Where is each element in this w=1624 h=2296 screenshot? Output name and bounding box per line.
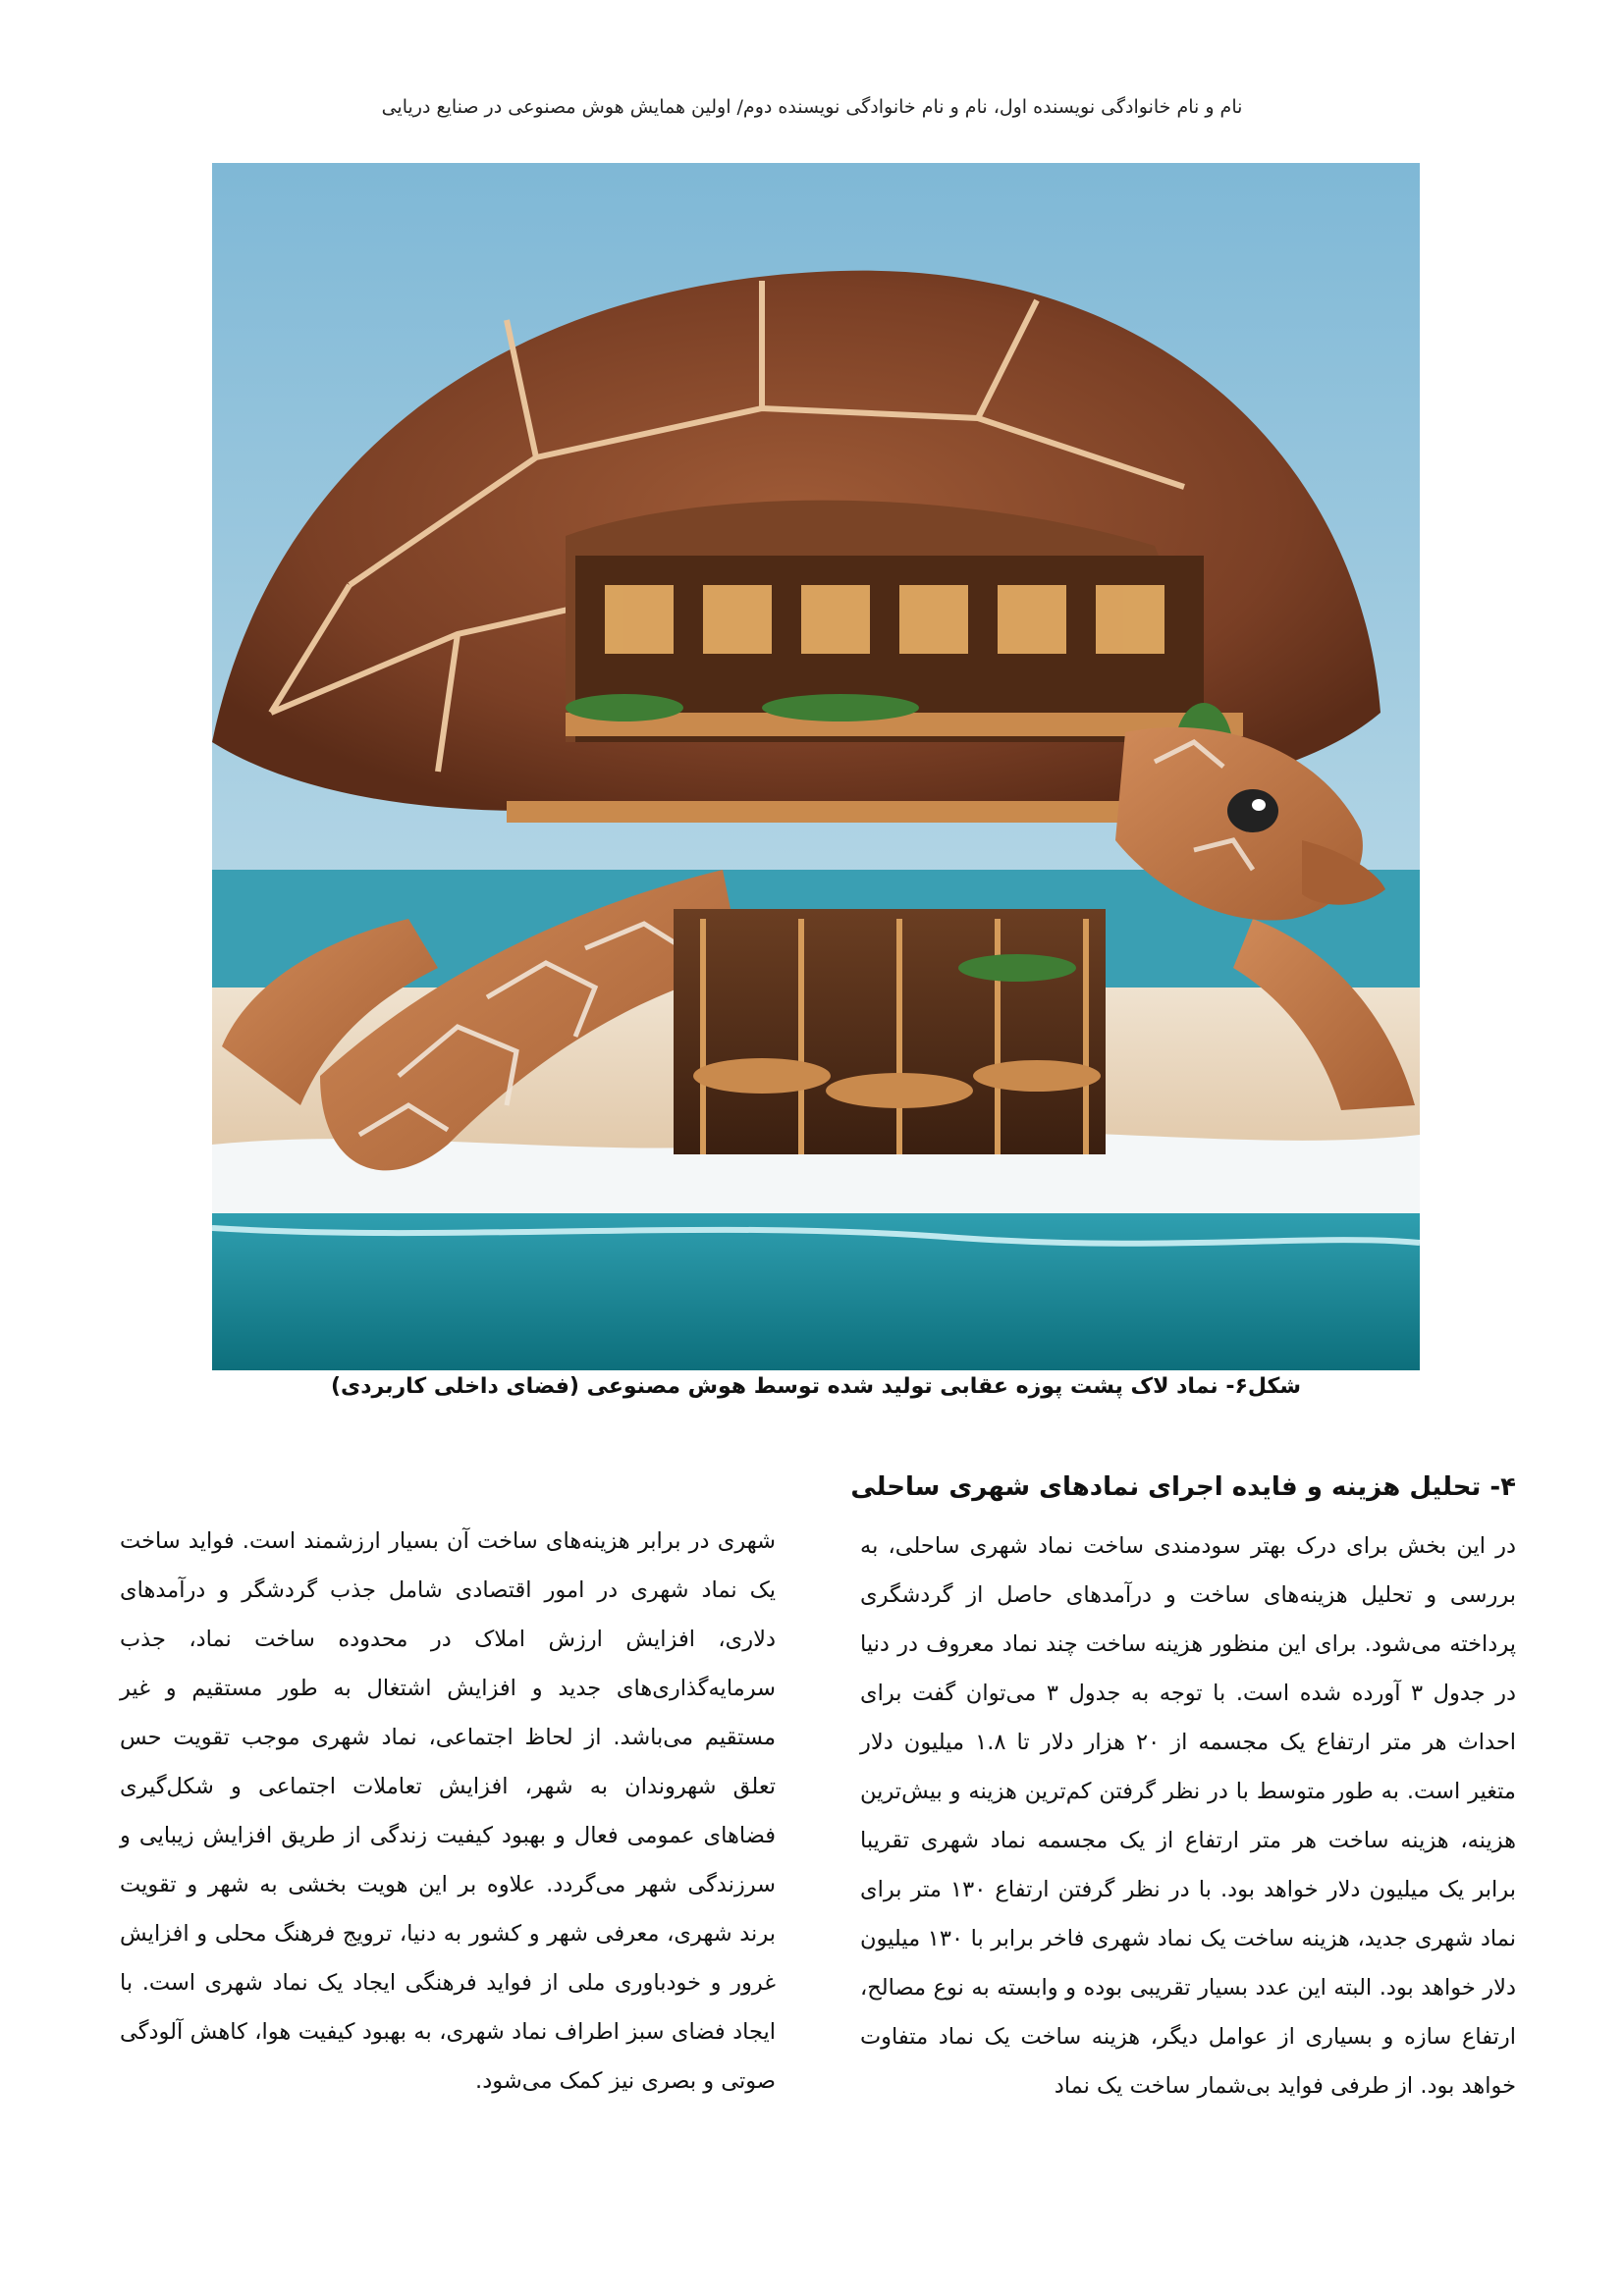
figure-caption: شکل۶- نماد لاک پشت پوزه عقابی تولید شده توسط هوش مصنوعی (فضای داخلی کاربردی) [331, 1374, 1301, 1399]
body-column-left: شهری در برابر هزینه‌های ساخت آن بسیار ارزشمند است. فواید ساخت یک نماد شهری در امور اقتصادی شامل جذب گردشگر و درآمدهای دلاری، افزایش ارزش املاک در محدوده ساخت نماد، جذب سرمایه‌گذاری‌های جدید و افزایش اشتغال به طور مستقیم و غیر مستقیم می‌باشد. از لحاظ اجتماعی، نماد شهری موجب تقویت حس تعلق شهروندان به شهر، افزایش تعاملات اجتماعی و شکل‌گیری فضاهای عمومی فعال و بهبود کیفیت زندگی از طریق افزایش زیبایی و سرزندگی شهر می‌گردد. علاوه بر این هویت بخشی به شهر و تقویت برند شهری، معرفی شهر و کشور به دنیا، ترویج فرهنگ محلی و افزایش غرور و خودباوری ملی از فواید فرهنگی ایجاد یک نماد شهری است. با ایجاد فضای سبز اطراف نماد شهری، به بهبود کیفیت هوا، کاهش آلودگی صوتی و بصری نیز کمک می‌شود. [120, 1528, 776, 2094]
running-header: نام و نام خانوادگی نویسنده اول، نام و نام خانوادگی نویسنده دوم/ اولین همایش هوش مصنوعی در صنایع دریایی [381, 96, 1243, 118]
turtle-illustration [212, 163, 1420, 1370]
turtle-building-image [212, 163, 1420, 1370]
section-heading: ۴- تحلیل هزینه و فایده اجرای نمادهای شهری ساحلی [850, 1472, 1516, 1502]
body-column-right: در این بخش برای درک بهتر سودمندی ساخت نماد شهری ساحلی، به بررسی و تحلیل هزینه‌های ساخت و درآمدهای حاصل از گردشگری پرداخته می‌شود. برای این منظور هزینه ساخت چند نماد معروف در دنیا در جدول ۳ آورده شده است. با توجه به جدول ۳ می‌توان گفت برای احداث هر متر ارتفاع یک مجسمه از ۲۰ هزار دلار تا ۱.۸ میلیون دلار متغیر است. به طور متوسط با در نظر گرفتن کم‌ترین هزینه و بیش‌ترین هزینه، هزینه ساخت هر متر ارتفاع از یک مجسمه نماد شهری تقریبا برابر یک میلیون دلار خواهد بود. با در نظر گرفتن ارتفاع ۱۳۰ متر برای نماد شهری جدید، هزینه ساخت یک نماد شهری فاخر برابر با ۱۳۰ میلیون دلار خواهد بود. البته این عدد بسیار تقریبی بوده و وابسته به نوع مصالح، ارتفاع سازه و بسیاری از عوامل دیگر، هزینه ساخت یک نماد متفاوت خواهد بود. از طرفی فواید بی‌شمار ساخت یک نماد [860, 1533, 1517, 2099]
